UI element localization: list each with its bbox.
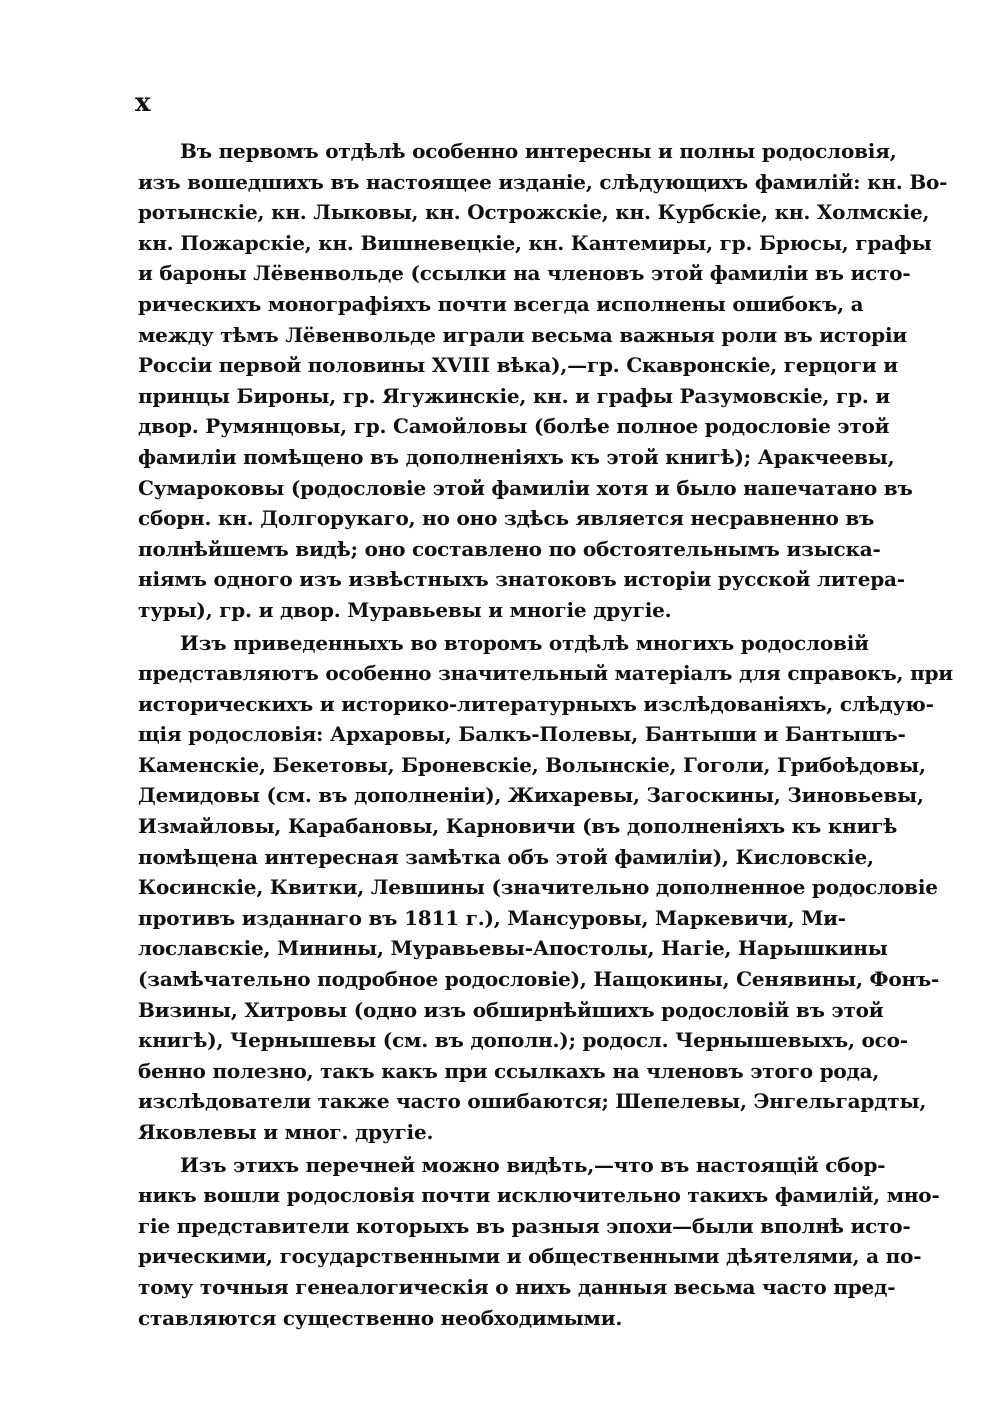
text-line: Россіи первой половины XVIII вѣка),—гр. Скавронскіе, герцоги и [138, 353, 898, 378]
text-line: лославскіе, Минины, Муравьевы-Апостолы, Нагіе, Нарышкины [138, 936, 888, 961]
text-line: Демидовы (см. въ дополненіи), Жихаревы, Загоскины, Зиновьевы, [138, 783, 924, 808]
text-line: Измайловы, Карабановы, Карновичи (въ дополненіяхъ къ книгѣ [138, 814, 898, 839]
text-line: Въ первомъ отдѣлѣ особенно интересны и полны родословія, [180, 139, 897, 163]
text-line: полнѣйшемъ видѣ; оно составлено по обстоятельнымъ изыска- [138, 536, 881, 561]
text-line: туры), гр. и двор. Муравьевы и многіе другіе. [138, 597, 672, 622]
text-line: книгѣ), Чернышевы (см. въ дополн.); родосл. Чернышевыхъ, осо- [138, 1028, 908, 1053]
text-line: сборн. кн. Долгорукаго, но оно здѣсь является несравненно въ [138, 506, 875, 531]
paragraph-2 [138, 628, 953, 1148]
text-line: фамиліи помѣщено въ дополненіяхъ къ этой книгѣ); Аракчеевы, [138, 444, 895, 469]
text-line: изслѣдователи также часто ошибаются; Шепелевы, Энгельгардты, [138, 1089, 927, 1114]
paragraph-1 [138, 136, 948, 626]
text-line: Сумароковы (родословіе этой фамиліи хотя и было напечатано въ [138, 475, 913, 500]
text-line: и бароны Лёвенвольде (ссылки на членовъ этой фамиліи въ исто- [138, 261, 911, 286]
text-line: Изъ приведенныхъ во второмъ отдѣлѣ многихъ родословій [180, 630, 869, 655]
text-line: тому точныя генеалогическія о нихъ данныя весьма часто пред- [138, 1274, 896, 1299]
text-line: двор. Румянцовы, гр. Самойловы (болѣе полное родословіе этой [138, 414, 890, 439]
text-line: гіе представители которыхъ въ разныя эпохи—были вполнѣ исто- [138, 1213, 911, 1238]
paragraph-3 [138, 1150, 940, 1334]
text-line: принцы Бироны, гр. Ягужинскіе, кн. и графы Разумовскіе, гр. и [138, 383, 891, 408]
text-line: ротынскіе, кн. Лыковы, кн. Острожскіе, кн. Курбскіе, кн. Холмскіе, [138, 200, 930, 225]
text-line: Косинскіе, Квитки, Левшины (значительно дополненное родословіе [138, 875, 938, 900]
text-line: изъ вошедшихъ въ настоящее изданіе, слѣдующихъ фамилій: кн. Во- [138, 169, 948, 194]
text-line: Изъ этихъ перечней можно видѣть,—что въ настоящій сбор- [180, 1152, 886, 1177]
text-line: историческихъ и историко-литературныхъ изслѣдованіяхъ, слѣдую- [138, 691, 934, 716]
text-line: ставляются существенно необходимыми. [138, 1305, 623, 1330]
text-line: Яковлевы и мног. другіе. [138, 1120, 434, 1144]
text-line: (замѣчательно подробное родословіе), Нащокины, Сенявины, Фонъ- [138, 967, 940, 992]
text-line: Каменскіе, Бекетовы, Броневскіе, Волынскіе, Гоголи, Грибоѣдовы, [138, 752, 926, 777]
text-line: Визины, Хитровы (одно изъ обширнѣйшихъ родословій въ этой [138, 997, 884, 1022]
text-line: кн. Пожарскіе, кн. Вишневецкіе, кн. Кантемиры, гр. Брюсы, графы [138, 230, 932, 255]
text-line: никъ вошли родословія почти исключительно такихъ фамилій, мно- [138, 1183, 940, 1208]
page-number: x [135, 88, 151, 118]
text-line: представляютъ особенно значительный матеріалъ для справокъ, при [138, 661, 953, 686]
text-line: противъ изданнаго въ 1811 г.), Мансуровы, Маркевичи, Ми- [138, 905, 846, 930]
text-line: щія родословія: Архаровы, Балкъ-Полевы, Бантыши и Бантышъ- [138, 722, 906, 747]
document-body [138, 136, 953, 1335]
text-line: рическихъ монографіяхъ почти всегда исполнены ошибокъ, а [138, 291, 864, 316]
text-line: между тѣмъ Лёвенвольде играли весьма важныя роли въ исторіи [138, 322, 907, 347]
text-line: ніямъ одного изъ извѣстныхъ знатоковъ исторіи русской литера- [138, 567, 905, 592]
text-line: бенно полезно, такъ какъ при ссылкахъ на членовъ этого рода, [138, 1058, 880, 1083]
text-line: рическими, государственными и общественными дѣятелями, а по- [138, 1244, 922, 1269]
text-line: помѣщена интересная замѣтка объ этой фамиліи), Кисловскіе, [138, 844, 874, 869]
